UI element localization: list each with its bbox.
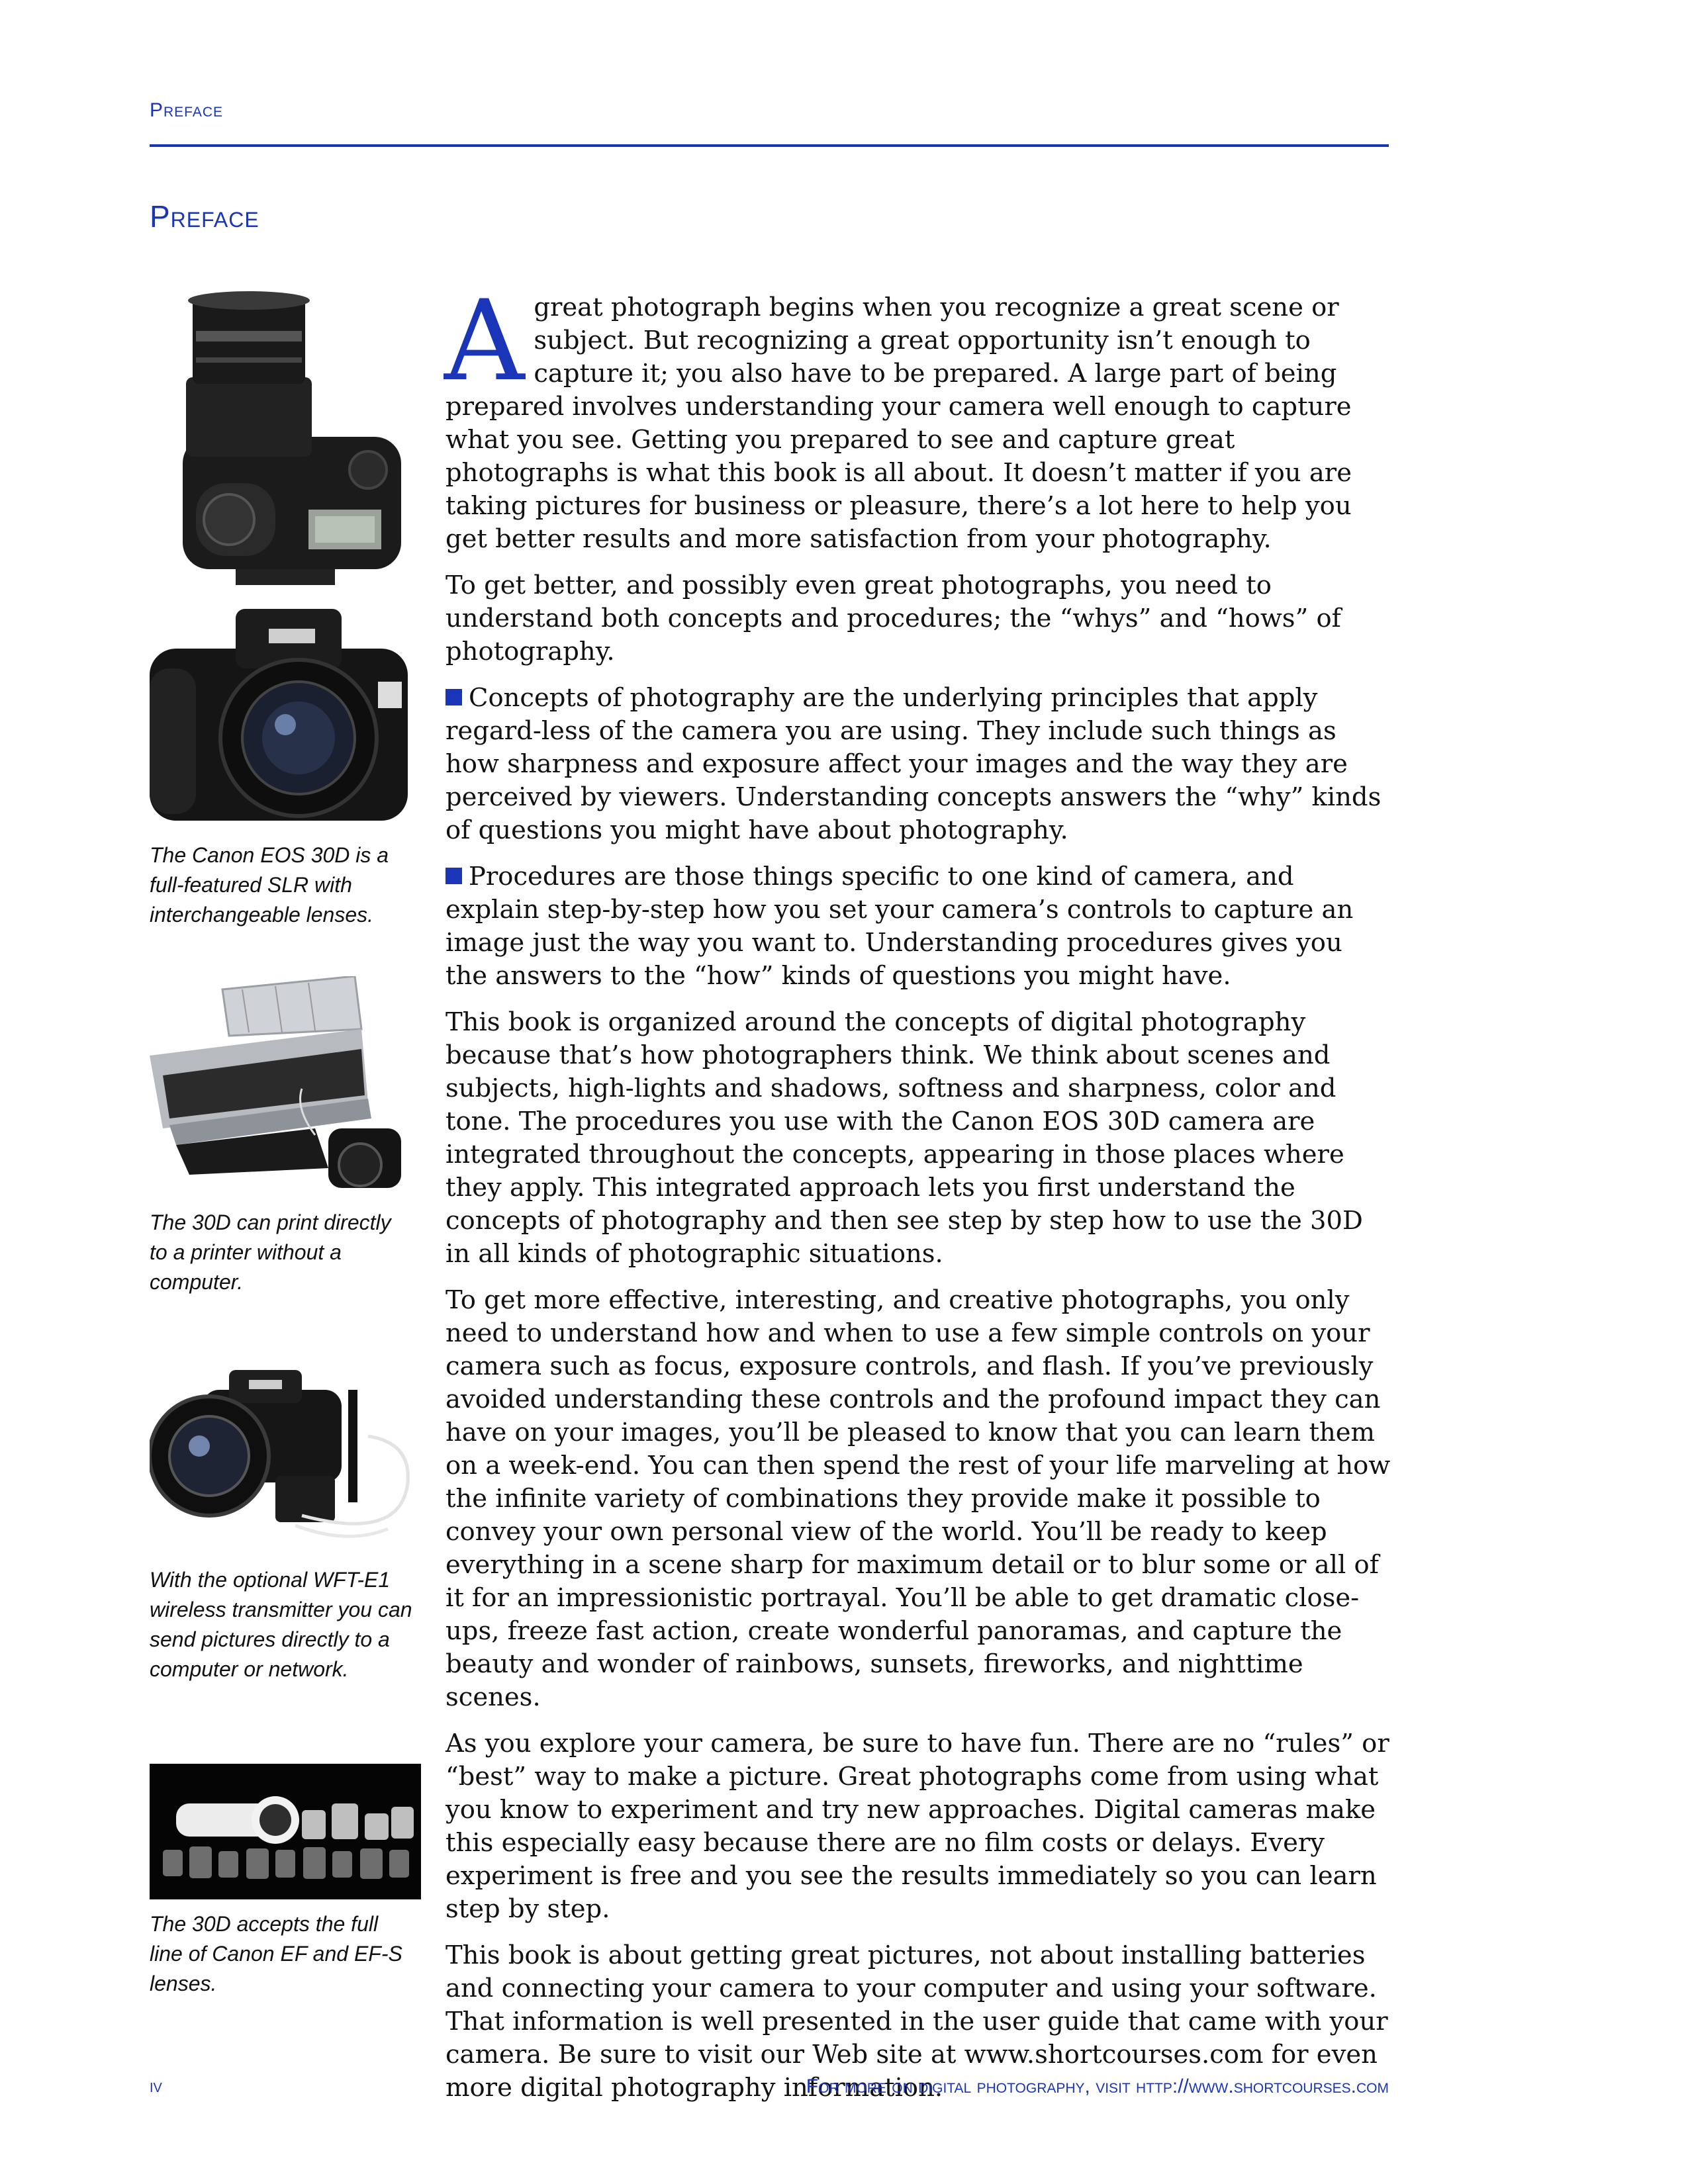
intro-text: great photograph begins when you recognize a great scene or subject. But recognizing a great opportunity isn’t enough to capture it; you also have to be prepared. A large part of being prepared involves understanding your camera well enough to capture what you see. Getting you prepared to see and capture great photographs is what this book is all about. It doesn’t matter if you are taking pictures for business or pleasure, there’s a lot here to help you get better results and more satisfaction from your photography. bbox=[445, 293, 1352, 554]
caption-wireless: With the optional WFT-E1 wireless transmitter you can send pictures directly to a computer or network. bbox=[150, 1568, 412, 1681]
paragraph-organization: This book is organized around the concepts of digital photography because that’s how photographers think. We think about scenes and subjects, high-lights and shadows, softness and sharpness, color and tone. The procedures you use with the Canon EOS 30D camera are integrated throughout the concepts, appearing in those places where they apply. This integrated approach lets you first understand the concepts of photography and then see step by step how to use the 30D in all kinds of photographic situations. bbox=[445, 1007, 1363, 1269]
section-title: Preface bbox=[150, 199, 259, 234]
bullet-square-icon bbox=[445, 689, 462, 705]
body-text bbox=[444, 276, 1391, 2118]
camera-with-wireless-transmitter-icon bbox=[150, 1363, 412, 1542]
paragraph-have-fun: As you explore your camera, be sure to have fun. There are no “rules” or “best” way to make a picture. Great photographs come from using what you know to experiment and try new approaches. Digital cameras make this especially easy because there are no film costs or delays. Every experiment is free and you see the results immediately so you can learn step by step. bbox=[445, 1729, 1389, 1924]
photo-printer-with-camera-icon bbox=[150, 976, 412, 1198]
caption-printer: The 30D can print directly to a printer without a computer. bbox=[150, 1210, 391, 1294]
caption-camera: The Canon EOS 30D is a full-featured SLR with interchangeable lenses. bbox=[150, 843, 389, 927]
bullet-square-icon bbox=[445, 868, 462, 884]
bullet-procedures-text: Procedures are those things specific to one kind of camera, and explain step-by-step how you set your camera’s controls to capture an image just the way you want to. Understanding procedures gives you the answers to the “how” kinds of questions you might have. bbox=[445, 862, 1354, 991]
dslr-camera-front-view-icon bbox=[150, 609, 412, 827]
printer-image bbox=[150, 976, 412, 1198]
paragraph-creative: To get more effective, interesting, and creative photographs, you only need to understand how and when to use a few simple controls on your camera such as focus, exposure controls, and flash. If you’ve previously avoided understanding these controls and the profound impact they can have on your images, you’ll be pleased to know that you can learn them on a week-end. You can then spend the rest of your life marveling at how the infinite variety of combinations they provide make it possible to convey your own personal view of the world. You’ll be ready to keep everything in a scene sharp for maximum detail or to blur some or all of it for an impressionistic portrayal. You’ll be able to get dramatic close-ups, freeze fast action, create wonderful panoramas, and capture the beauty and wonder of rainbows, sunsets, fireworks, and nighttime scenes. bbox=[445, 1285, 1391, 1712]
paragraph-concepts-procedures: To get better, and possibly even great photographs, you need to understand both concepts and procedures; the “whys” and “hows” of photography. bbox=[445, 570, 1341, 666]
lens-lineup-image bbox=[150, 1764, 421, 1899]
page-number: iv bbox=[150, 2075, 162, 2096]
running-header: Preface bbox=[150, 99, 224, 121]
bullet-concepts bbox=[445, 682, 1391, 847]
caption-lenses: The 30D accepts the full line of Canon EF and EF-S lenses. bbox=[150, 1912, 402, 1995]
footer-link[interactable]: For more on digital photography, visit http://www.shortcourses.com bbox=[806, 2075, 1389, 2097]
dslr-camera-with-lens-top-view-icon bbox=[150, 291, 412, 596]
camera-top-view-image bbox=[150, 291, 412, 596]
wireless-transmitter-image bbox=[150, 1363, 412, 1542]
header-rule bbox=[150, 144, 1389, 147]
intro-paragraph bbox=[444, 276, 1391, 556]
bullet-procedures bbox=[445, 860, 1391, 993]
bullet-concepts-text: Concepts of photography are the underlying principles that apply regard-less of the camera you are using. They include such things as how sharpness and exposure affect your images and the way they are perceived by viewers. Understanding concepts answers the “why” kinds of questions you might have about photography. bbox=[445, 683, 1382, 845]
paragraph-about-book: This book is about getting great pictures, not about installing batteries and connecting your camera to your computer and using your software. That information is well presented in the user guide that came with your camera. Be sure to visit our Web site at www.shortcourses.com for even more digital photography information. bbox=[445, 1940, 1388, 2103]
camera-front-view-image bbox=[150, 609, 412, 827]
drop-cap: A bbox=[444, 276, 525, 406]
lens-lineup-icon bbox=[150, 1764, 421, 1899]
